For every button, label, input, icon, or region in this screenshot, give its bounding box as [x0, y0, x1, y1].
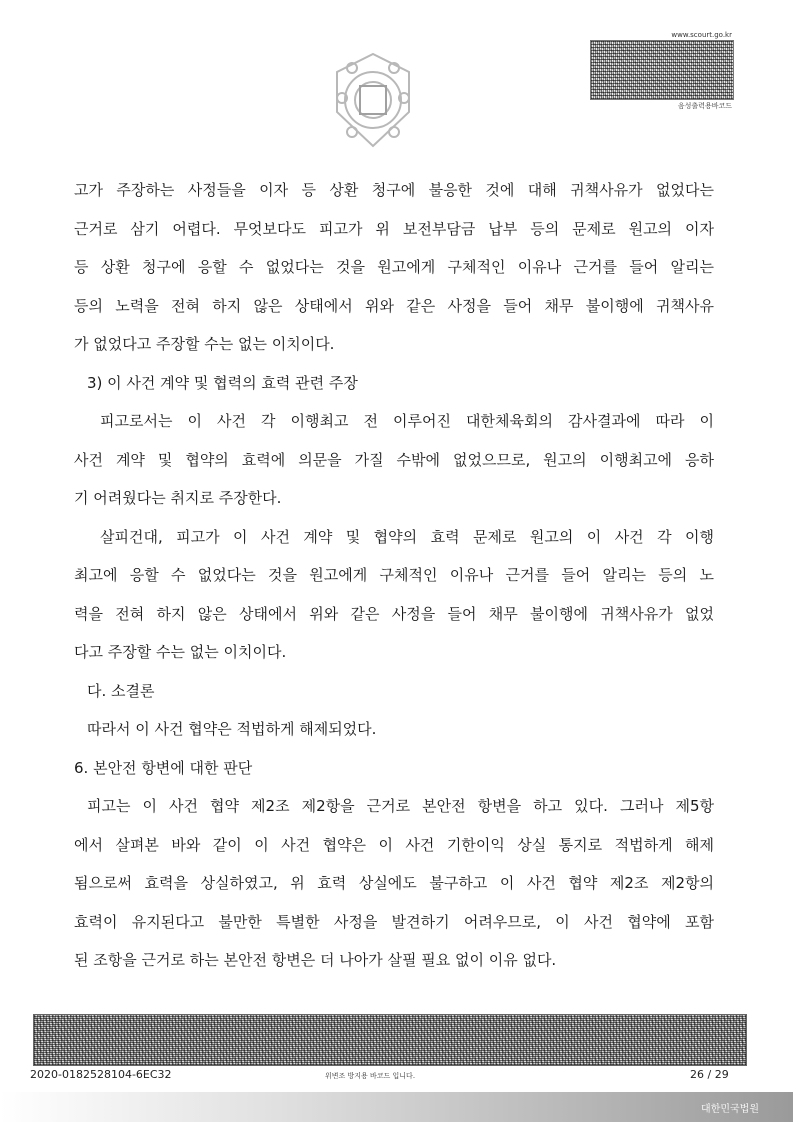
body-line: 기 어려웠다는 취지로 주장한다. [74, 489, 282, 507]
body-line: 에서 살펴본 바와 같이 이 사건 협약은 이 사건 기한이익 상실 통지로 적법하게 해제 [74, 835, 714, 854]
footer-band [0, 1092, 793, 1122]
body-line: 피고는 이 사건 협약 제2조 제2항을 근거로 본안전 항변을 하고 있다. 그러나 제5항 [87, 797, 714, 815]
body-line: 근거로 삼기 어렵다. 무엇보다도 피고가 위 보전부담금 납부 등의 문제로 원고의 이자 [74, 219, 714, 238]
body-line: 다고 주장할 수는 없는 이치이다. [74, 643, 287, 661]
body-line: 피고로서는 이 사건 각 이행최고 전 이루어진 대한체육회의 감사결과에 따라 이 [100, 412, 714, 430]
body-line: 등의 노력을 전혀 하지 않은 상태에서 위와 같은 사정을 들어 채무 불이행에 귀책사유 [74, 296, 714, 315]
section-heading: 다. 소결론 [87, 681, 155, 700]
body-line: 력을 전혀 하지 않은 상태에서 위와 같은 사정을 들어 채무 불이행에 귀책사유가 없었 [74, 604, 714, 623]
section-heading: 6. 본안전 항변에 대한 판단 [74, 758, 253, 777]
section-heading: 3) 이 사건 계약 및 협력의 효력 관련 주장 [87, 373, 358, 392]
body-line: 됨으로써 효력을 상실하였고, 위 효력 상실에도 불구하고 이 사건 협약 제2조 제2항의 [74, 874, 714, 892]
page-number: 26 / 29 [690, 1068, 729, 1081]
body-line: 등 상환 청구에 응할 수 없었다는 것을 원고에게 구체적인 이유나 근거를 들어 알리는 [74, 258, 714, 276]
body-line: 고가 주장하는 사정들을 이자 등 상환 청구에 불응한 것에 대해 귀책사유가 없었다는 [74, 181, 714, 199]
judgment-body [74, 171, 714, 980]
barcode-note: 위변조 방지용 바코드 입니다. [325, 1072, 416, 1080]
body-line: 된 조항을 근거로 하는 본안전 항변은 더 나아가 살필 필요 없이 이유 없다. [74, 951, 557, 969]
qr-label-text: 음성출력용바코드 [677, 102, 732, 110]
body-line: 효력이 유지된다고 불만한 특별한 사정을 발견하기 어려우므로, 이 사건 협약에 포함 [74, 912, 714, 931]
body-line: 사건 계약 및 협약의 효력에 의문을 가질 수밖에 없었으므로, 원고의 이행최고에 응하 [74, 450, 714, 469]
body-line: 살피건대, 피고가 이 사건 계약 및 협약의 효력 문제로 원고의 이 사건 각 이행 [100, 527, 714, 546]
qr-url-text: www.scourt.go.kr [671, 31, 732, 39]
qr-code [590, 40, 734, 100]
document-id: 2020-0182528104-6EC32 [30, 1068, 172, 1081]
body-line: 최고에 응할 수 없었다는 것을 원고에게 구체적인 이유나 근거를 들어 알리는 등의 노 [74, 566, 714, 584]
court-seal-icon [330, 50, 416, 150]
anti-forgery-barcode [33, 1014, 747, 1066]
body-line: 따라서 이 사건 협약은 적법하게 해제되었다. [87, 720, 377, 738]
body-line: 가 없었다고 주장할 수는 없는 이치이다. [74, 335, 335, 353]
court-name: 대한민국법원 [701, 1104, 759, 1115]
